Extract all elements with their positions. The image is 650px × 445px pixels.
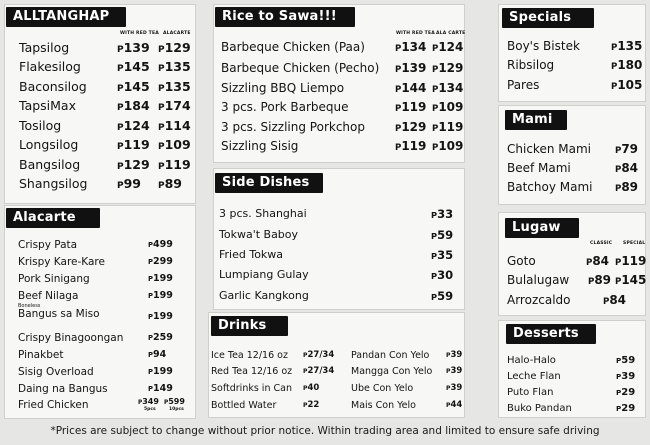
price-classic: P84 (603, 293, 627, 307)
item-price-10pcs: P599 (164, 397, 185, 406)
price-with-tea: P139 (117, 40, 150, 55)
price-with-tea: P184 (117, 98, 150, 113)
item-name: Boy's Bistek (507, 39, 580, 53)
price-alacarte: P119 (158, 157, 191, 172)
item-name: Barbeque Chicken (Pecho) (221, 61, 380, 75)
price-alacarte: P129 (158, 40, 191, 55)
menu-item (18, 256, 178, 270)
menu-item (211, 350, 341, 363)
menu-item (19, 157, 189, 173)
item-name: Bangsilog (19, 157, 81, 172)
menu-item (507, 273, 647, 289)
menu-item (18, 332, 178, 346)
price-with-tea: P119 (395, 139, 427, 153)
price-special: P145 (615, 273, 647, 287)
item-name: 3 pcs. Shanghai (219, 207, 307, 220)
item-name: Leche Flan (507, 371, 561, 382)
price-alacarte: P135 (158, 59, 191, 74)
item-name: Buko Pandan (507, 403, 572, 414)
item-name: Crispy Binagoongan (18, 332, 124, 344)
footer-disclaimer: *Prices are subject to change without prior notice. Within trading area and limited to ensure safe driving (50, 425, 600, 437)
lugaw-col-classic: CLASSIC (590, 241, 613, 246)
menu-item (18, 273, 178, 287)
item-price: P27/34 (303, 350, 335, 360)
rice-header: Rice to Sawa!!! (215, 7, 355, 27)
item-name: Fried Chicken (18, 399, 89, 411)
drinks-header: Drinks (211, 316, 288, 336)
item-name-block (18, 304, 100, 320)
price-with-tea: P99 (117, 176, 142, 191)
price-with-tea: P129 (117, 157, 150, 172)
price-alacarte: P124 (432, 40, 464, 54)
item-name: Sizzling BBQ Liempo (221, 81, 345, 95)
price-with-tea: P129 (395, 120, 427, 134)
item-name: 3 pcs. Sizzling Porkchop (221, 120, 365, 134)
item-price: P199 (148, 273, 173, 284)
menu-item (19, 137, 189, 153)
menu-item (219, 268, 459, 282)
item-price: P94 (148, 349, 167, 360)
item-price: P39 (446, 350, 463, 360)
menu-item (507, 39, 643, 55)
item-name: Tokwa't Baboy (219, 228, 299, 241)
lugaw-col-special: SPECIAL (623, 241, 646, 246)
sides-header: Side Dishes (215, 173, 323, 193)
item-name: Fried Tokwa (219, 248, 284, 261)
item-name: Softdrinks in Can (211, 383, 292, 394)
item-sub-5pcs: 5pcs (144, 407, 156, 412)
price-alacarte: P89 (158, 176, 183, 191)
price-with-tea: P119 (117, 137, 150, 152)
item-name: Longsilog (19, 137, 79, 152)
menu-item (211, 366, 341, 379)
item-price: P299 (148, 256, 173, 267)
menu-item (507, 371, 643, 384)
menu-item (18, 349, 178, 363)
menu-item (219, 248, 459, 262)
price-alacarte: P119 (432, 120, 464, 134)
menu-item (507, 180, 643, 196)
menu-item (221, 139, 464, 155)
item-name: Pinakbet (18, 349, 64, 361)
item-price: P30 (431, 268, 454, 282)
item-name: Goto (507, 254, 536, 268)
item-name: Flakesilog (19, 59, 81, 74)
item-name: Tapsilog (19, 40, 70, 55)
item-price: P259 (148, 332, 173, 343)
item-price: P59 (616, 355, 636, 366)
price-alacarte: P174 (158, 98, 191, 113)
item-price: P499 (148, 239, 173, 250)
item-price: P29 (616, 403, 636, 414)
menu-item (18, 304, 178, 326)
rice-col-with-red-tea: WITH RED TEA (396, 31, 435, 36)
item-name: Red Tea 12/16 oz (211, 366, 293, 377)
menu-item (221, 100, 464, 116)
menu-item (221, 81, 464, 97)
menu-item (19, 118, 189, 134)
item-price-5pcs: P349 (138, 397, 159, 406)
item-price: P149 (148, 383, 173, 394)
item-price: P199 (148, 366, 173, 377)
item-name: Beef Nilaga (18, 290, 79, 302)
item-name: Pandan Con Yelo (351, 350, 430, 361)
item-name: Sizzling Sisig (221, 139, 299, 153)
item-price: P44 (446, 400, 463, 410)
mami-header: Mami (505, 110, 567, 130)
price-alacarte: P109 (432, 100, 464, 114)
item-name: Garlic Kangkong (219, 289, 309, 302)
rice-col-alacarte: ALA CARTE (436, 31, 466, 36)
menu-item (211, 400, 341, 413)
item-name: TapsiMax (19, 98, 76, 113)
item-price: P40 (303, 383, 320, 393)
menu-item (19, 79, 189, 95)
item-name: Sisig Overload (18, 366, 94, 378)
item-name: Ribsilog (507, 58, 555, 72)
item-price: P29 (616, 387, 636, 398)
lugaw-header: Lugaw (505, 218, 579, 238)
item-name: Pares (507, 78, 540, 92)
item-sub-10pcs: 10pcs (169, 407, 184, 412)
menu-item (221, 40, 464, 56)
item-price: P199 (148, 290, 173, 301)
price-with-tea: P139 (395, 61, 427, 75)
item-name: Daing na Bangus (18, 383, 108, 395)
item-name: Bangus sa Miso (18, 308, 100, 320)
alltanghap-col-with-red-tea: WITH RED TEA (120, 31, 159, 36)
menu-item (507, 58, 643, 74)
item-prefix: Boneless (18, 303, 41, 309)
price-with-tea: P124 (117, 118, 150, 133)
item-name: Puto Flan (507, 387, 554, 398)
item-name: Mais Con Yelo (351, 400, 416, 411)
price-with-tea: P145 (117, 59, 150, 74)
menu-item (18, 383, 178, 397)
item-name: Tosilog (19, 118, 62, 133)
item-name: Ube Con Yelo (351, 383, 414, 394)
price-with-tea: P145 (117, 79, 150, 94)
price-with-tea: P134 (395, 40, 427, 54)
item-name: Beef Mami (507, 161, 571, 175)
item-name: 3 pcs. Pork Barbeque (221, 100, 349, 114)
item-price: P89 (615, 180, 639, 194)
menu-item (19, 40, 189, 56)
alacarte-header: Alacarte (6, 208, 100, 228)
price-with-tea: P119 (395, 100, 427, 114)
item-name: Lumpiang Gulay (219, 268, 309, 281)
alltanghap-col-alacarte: ALACARTE (163, 31, 191, 36)
item-name: Barbeque Chicken (Paa) (221, 40, 365, 54)
item-price: P59 (431, 289, 454, 303)
menu-item (351, 350, 461, 363)
item-price: P33 (431, 207, 454, 221)
item-price: P27/34 (303, 366, 335, 376)
item-price: P199 (148, 311, 173, 322)
price-with-tea: P144 (395, 81, 427, 95)
menu-item (19, 176, 189, 192)
menu-item (351, 366, 461, 379)
item-name: Bulalugaw (507, 273, 570, 287)
menu-item (507, 293, 643, 309)
price-special: P119 (615, 254, 647, 268)
price-alacarte: P135 (158, 79, 191, 94)
item-price: P22 (303, 400, 320, 410)
item-price: P59 (431, 228, 454, 242)
menu-item (219, 289, 459, 303)
menu-item (18, 239, 178, 253)
item-price: P35 (431, 248, 454, 262)
menu-item (221, 120, 464, 136)
menu-item (351, 383, 461, 396)
item-name: Halo-Halo (507, 355, 556, 366)
item-name: Ice Tea 12/16 oz (211, 350, 288, 361)
menu-item (221, 61, 464, 77)
menu-item (18, 290, 178, 304)
price-alacarte: P109 (158, 137, 191, 152)
item-price: P79 (615, 142, 639, 156)
item-name: Baconsilog (19, 79, 87, 94)
menu-item (211, 383, 341, 396)
item-price: P39 (446, 366, 463, 376)
item-name: Crispy Pata (18, 239, 78, 251)
menu-item (351, 400, 461, 413)
menu-item (507, 78, 643, 94)
item-name: Mangga Con Yelo (351, 366, 433, 377)
menu-item (507, 161, 643, 177)
menu-item (219, 228, 459, 242)
item-name: Batchoy Mami (507, 180, 593, 194)
price-alacarte: P114 (158, 118, 191, 133)
menu-item (507, 142, 643, 158)
alltanghap-header: ALLTANGHAP (6, 7, 126, 27)
price-classic: P84 (586, 254, 610, 268)
menu-item (19, 59, 189, 75)
item-price: P39 (446, 383, 463, 393)
price-alacarte: P129 (432, 61, 464, 75)
item-name: Krispy Kare-Kare (18, 256, 105, 268)
item-name: Pork Sinigang (18, 273, 90, 285)
menu-item (507, 403, 643, 416)
item-name: Shangsilog (19, 176, 88, 191)
specials-header: Specials (502, 8, 594, 28)
menu-item (18, 366, 178, 380)
item-price: P105 (611, 78, 643, 92)
item-price: P135 (611, 39, 643, 53)
item-name: Chicken Mami (507, 142, 591, 156)
price-alacarte: P134 (432, 81, 464, 95)
price-alacarte: P109 (432, 139, 464, 153)
item-name: Arrozcaldo (507, 293, 571, 307)
menu-item (219, 207, 459, 221)
menu-item (19, 98, 189, 114)
price-classic: P89 (588, 273, 612, 287)
desserts-header: Desserts (506, 324, 596, 344)
item-name: Bottled Water (211, 400, 277, 411)
menu-item (507, 254, 647, 270)
menu-item (18, 399, 188, 415)
item-price: P180 (611, 58, 643, 72)
menu-item (507, 355, 643, 368)
item-price: P39 (616, 371, 636, 382)
menu-item (507, 387, 643, 400)
item-price: P84 (615, 161, 639, 175)
